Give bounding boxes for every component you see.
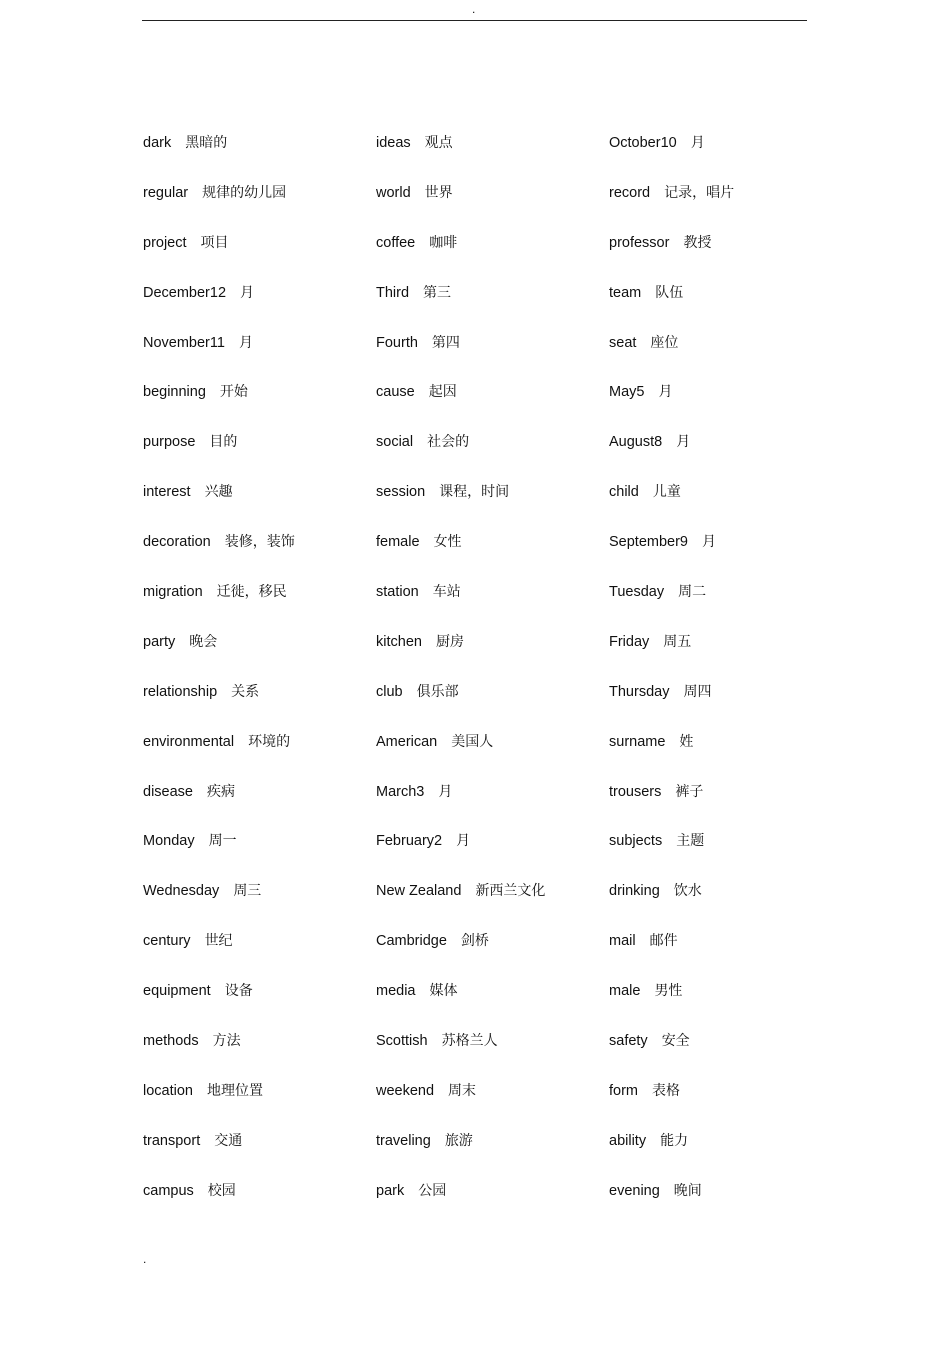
vocab-word: December12 <box>143 284 227 301</box>
vocab-meaning: 月 <box>690 135 705 151</box>
vocab-word: station <box>376 584 419 601</box>
vocab-entry <box>609 917 823 967</box>
vocab-meaning: 邮件 <box>649 933 678 950</box>
vocab-word: February2 <box>376 833 443 850</box>
vocab-meaning: 儿童 <box>652 484 681 501</box>
vocab-entry <box>143 867 376 917</box>
vocab-entry <box>609 668 823 718</box>
vocab-word: location <box>143 1082 193 1099</box>
vocab-word: October10 <box>609 135 677 151</box>
vocab-word: trousers <box>609 783 662 800</box>
vocab-meaning: 公园 <box>418 1182 447 1199</box>
vocab-word: Scottish <box>376 1033 428 1050</box>
vocab-entry <box>376 718 609 768</box>
vocab-meaning: 旅游 <box>444 1132 473 1149</box>
vocab-word: Third <box>376 284 410 301</box>
vocab-meaning: 媒体 <box>429 983 458 1000</box>
vocab-word: environmental <box>143 733 235 750</box>
vocab-entry <box>143 917 376 967</box>
vocab-entry <box>143 1167 376 1217</box>
vocab-entry <box>376 368 609 418</box>
vocab-word: project <box>143 234 187 251</box>
vocab-entry <box>376 269 609 319</box>
vocab-meaning: 饮水 <box>673 883 702 900</box>
vocab-word: equipment <box>143 983 211 1000</box>
vocab-word: mail <box>609 933 636 950</box>
vocab-word: ability <box>609 1132 647 1149</box>
vocab-meaning: 课程，时间 <box>439 484 510 501</box>
vocab-meaning: 方法 <box>212 1033 241 1050</box>
vocab-entry <box>376 917 609 967</box>
vocab-word: male <box>609 983 641 1000</box>
vocab-word: September9 <box>609 534 688 551</box>
vocab-entry <box>143 269 376 319</box>
vocab-meaning: 周四 <box>683 683 712 700</box>
vocab-meaning: 疾病 <box>206 783 235 800</box>
vocab-meaning: 迁徙，移民 <box>216 584 287 601</box>
vocab-meaning: 月 <box>702 534 716 551</box>
vocab-word: safety <box>609 1033 648 1050</box>
vocab-entry <box>609 1167 823 1217</box>
vocab-word: Thursday <box>609 683 670 700</box>
vocab-meaning: 新西兰文化 <box>475 883 546 900</box>
vocab-entry <box>609 1067 823 1117</box>
vocab-entry <box>609 618 823 668</box>
vocab-word: cause <box>376 384 415 401</box>
vocab-word: form <box>609 1082 638 1099</box>
vocab-meaning: 月 <box>240 284 255 301</box>
vocabulary-grid <box>143 119 823 1217</box>
vocab-word: New Zealand <box>376 883 462 900</box>
vocab-word: child <box>609 484 639 501</box>
vocab-entry <box>376 1117 609 1167</box>
vocab-word: regular <box>143 184 189 201</box>
vocab-word: world <box>376 184 411 201</box>
vocab-entry <box>376 119 609 169</box>
vocab-entry <box>609 468 823 518</box>
vocab-meaning: 兴趣 <box>204 484 233 501</box>
vocab-word: traveling <box>376 1132 431 1149</box>
vocab-entry <box>609 967 823 1017</box>
vocab-word: Fourth <box>376 334 418 351</box>
vocab-word: century <box>143 933 191 950</box>
vocab-entry <box>143 1017 376 1067</box>
vocab-meaning: 目的 <box>209 434 238 451</box>
vocab-entry <box>376 967 609 1017</box>
vocab-meaning: 月 <box>456 833 471 850</box>
vocab-word: seat <box>609 334 637 351</box>
vocab-word: party <box>143 633 176 650</box>
vocab-entry <box>376 867 609 917</box>
vocab-entry <box>376 319 609 369</box>
vocab-meaning: 晚间 <box>673 1182 702 1199</box>
vocab-meaning: 起因 <box>428 384 457 401</box>
vocab-meaning: 月 <box>438 783 453 800</box>
vocab-word: park <box>376 1182 405 1199</box>
vocab-entry <box>143 1117 376 1167</box>
vocab-meaning: 俱乐部 <box>416 683 459 700</box>
vocab-word: female <box>376 534 420 551</box>
vocab-word: relationship <box>143 683 218 700</box>
vocab-meaning: 队伍 <box>655 284 684 301</box>
vocab-word: media <box>376 983 416 1000</box>
vocab-word: evening <box>609 1182 660 1199</box>
vocab-meaning: 环境的 <box>248 733 291 750</box>
vocab-entry <box>143 718 376 768</box>
vocab-meaning: 月 <box>676 434 691 451</box>
vocab-meaning: 安全 <box>661 1033 690 1050</box>
vocab-meaning: 观点 <box>424 135 453 151</box>
vocab-word: drinking <box>609 883 660 900</box>
vocab-entry <box>609 867 823 917</box>
vocab-entry <box>609 119 823 169</box>
vocab-entry <box>376 468 609 518</box>
vocab-word: Friday <box>609 633 650 650</box>
vocab-meaning: 设备 <box>224 983 253 1000</box>
vocab-meaning: 周一 <box>208 833 237 850</box>
vocab-meaning: 教授 <box>683 234 712 251</box>
vocab-entry <box>376 418 609 468</box>
vocab-word: disease <box>143 783 193 800</box>
vocab-word: social <box>376 434 414 451</box>
vocab-meaning: 世界 <box>424 184 453 201</box>
vocab-word: November11 <box>143 334 225 351</box>
vocab-entry <box>609 718 823 768</box>
vocab-entry <box>376 1067 609 1117</box>
footer-mark: . <box>143 1252 147 1266</box>
vocab-meaning: 交通 <box>214 1132 243 1149</box>
vocab-word: professor <box>609 234 670 251</box>
vocab-entry <box>376 768 609 818</box>
vocab-meaning: 规律的幼儿园 <box>202 184 287 201</box>
vocab-word: Wednesday <box>143 883 220 900</box>
vocab-word: Monday <box>143 833 195 850</box>
header-mark: . <box>472 2 476 16</box>
vocab-word: kitchen <box>376 633 422 650</box>
vocab-meaning: 装修，装饰 <box>224 534 295 551</box>
vocab-meaning: 第四 <box>431 334 460 351</box>
vocab-meaning: 周五 <box>663 633 692 650</box>
vocab-meaning: 能力 <box>660 1132 689 1149</box>
vocab-meaning: 女性 <box>433 534 462 551</box>
vocab-entry <box>609 169 823 219</box>
vocab-word: August8 <box>609 434 663 451</box>
vocab-meaning: 苏格兰人 <box>441 1033 498 1050</box>
vocab-entry <box>609 568 823 618</box>
vocab-meaning: 关系 <box>231 683 260 700</box>
vocab-meaning: 项目 <box>200 234 229 251</box>
vocab-word: subjects <box>609 833 663 850</box>
vocab-entry <box>609 817 823 867</box>
vocab-meaning: 姓 <box>679 733 694 750</box>
vocab-entry <box>609 368 823 418</box>
vocab-entry <box>143 418 376 468</box>
vocab-entry <box>376 169 609 219</box>
vocab-word: methods <box>143 1033 199 1050</box>
vocab-entry <box>609 269 823 319</box>
vocab-word: Tuesday <box>609 584 665 601</box>
vocab-entry <box>376 668 609 718</box>
vocab-meaning: 社会的 <box>427 434 470 451</box>
vocab-entry <box>609 1117 823 1167</box>
vocab-word: dark <box>143 135 172 151</box>
vocab-entry <box>376 518 609 568</box>
vocab-entry <box>609 1017 823 1067</box>
vocab-entry <box>609 219 823 269</box>
vocab-meaning: 主题 <box>676 833 705 850</box>
vocab-word: purpose <box>143 434 196 451</box>
vocab-entry <box>376 817 609 867</box>
vocab-meaning: 开始 <box>219 384 248 401</box>
vocab-meaning: 世纪 <box>204 933 233 950</box>
vocab-meaning: 地理位置 <box>206 1082 263 1099</box>
vocab-word: coffee <box>376 234 416 251</box>
vocab-meaning: 剑桥 <box>460 933 489 950</box>
vocab-meaning: 厨房 <box>435 633 464 650</box>
header-rule <box>142 20 807 21</box>
vocab-word: Cambridge <box>376 933 447 950</box>
vocab-meaning: 记录，唱片 <box>664 184 735 201</box>
vocab-word: migration <box>143 584 203 601</box>
vocab-entry <box>609 418 823 468</box>
vocab-word: campus <box>143 1182 194 1199</box>
vocab-meaning: 周二 <box>678 584 707 601</box>
vocab-word: decoration <box>143 534 211 551</box>
vocab-entry <box>376 618 609 668</box>
vocab-meaning: 周末 <box>448 1082 477 1099</box>
vocab-meaning: 表格 <box>652 1082 680 1099</box>
vocab-meaning: 第三 <box>423 284 452 301</box>
vocab-entry <box>376 1017 609 1067</box>
vocab-entry <box>143 319 376 369</box>
vocab-entry <box>143 518 376 568</box>
vocab-entry <box>143 668 376 718</box>
vocab-entry <box>376 219 609 269</box>
vocab-entry <box>143 368 376 418</box>
vocab-entry <box>376 568 609 618</box>
vocab-meaning: 校园 <box>207 1182 236 1199</box>
vocab-entry <box>143 468 376 518</box>
vocab-meaning: 月 <box>658 384 673 401</box>
vocab-entry <box>143 219 376 269</box>
vocab-meaning: 美国人 <box>451 733 494 750</box>
vocab-word: May5 <box>609 384 645 401</box>
vocab-word: beginning <box>143 384 206 401</box>
vocab-entry <box>609 518 823 568</box>
vocab-word: weekend <box>376 1082 435 1099</box>
vocab-entry <box>143 568 376 618</box>
vocab-word: record <box>609 184 651 201</box>
vocab-meaning: 车站 <box>432 584 461 601</box>
vocab-entry <box>143 967 376 1017</box>
vocab-word: American <box>376 733 438 750</box>
vocab-entry <box>143 768 376 818</box>
vocab-meaning: 裤子 <box>675 783 704 800</box>
vocab-word: March3 <box>376 783 425 800</box>
vocab-word: interest <box>143 484 191 501</box>
vocab-entry <box>143 1067 376 1117</box>
vocab-entry <box>143 817 376 867</box>
vocab-word: transport <box>143 1132 201 1149</box>
vocab-entry <box>143 618 376 668</box>
vocab-word: session <box>376 484 426 501</box>
vocab-entry <box>609 319 823 369</box>
vocab-word: club <box>376 683 403 700</box>
vocab-entry <box>143 169 376 219</box>
vocab-entry <box>376 1167 609 1217</box>
vocab-word: team <box>609 284 642 301</box>
vocab-meaning: 男性 <box>654 983 683 1000</box>
vocab-word: ideas <box>376 135 411 151</box>
vocab-meaning: 座位 <box>650 334 679 351</box>
vocab-meaning: 周三 <box>233 883 262 900</box>
vocab-meaning: 晚会 <box>189 633 218 650</box>
vocab-entry <box>143 119 376 169</box>
vocab-meaning: 黑暗的 <box>185 135 228 151</box>
vocab-word: surname <box>609 733 666 750</box>
vocab-meaning: 月 <box>238 334 253 351</box>
vocab-meaning: 咖啡 <box>429 234 458 251</box>
vocab-entry <box>609 768 823 818</box>
